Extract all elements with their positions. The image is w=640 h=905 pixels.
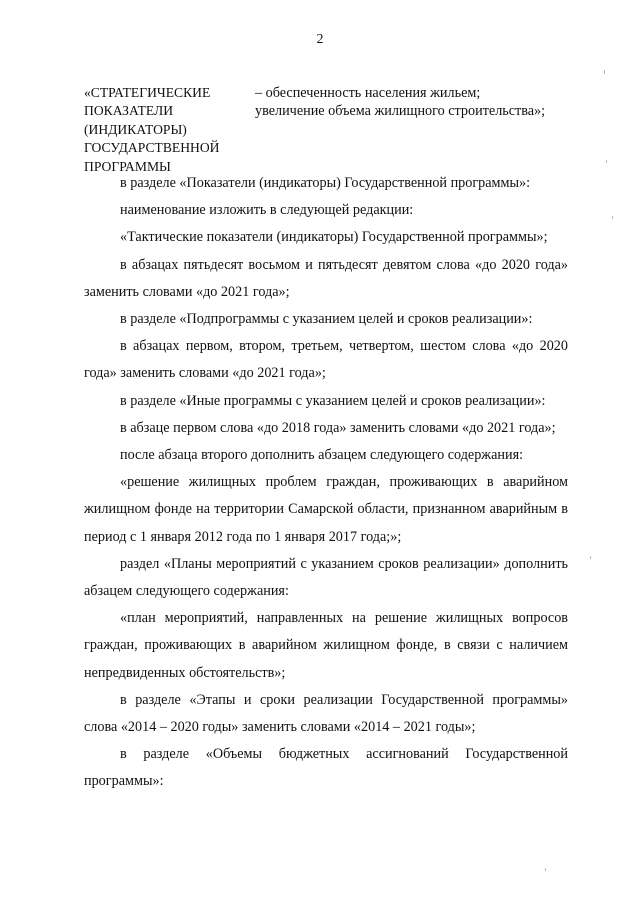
paragraph: в разделе «Этапы и сроки реализации Государственной программы» слова «2014 – 2020 годы» заменить словами «2014 – 2021 годы»; [84, 691, 568, 736]
paragraph: в абзаце первом слова «до 2018 года» заменить словами «до 2021 года»; [120, 419, 556, 436]
paragraph: раздел «Планы мероприятий с указанием сроков реализации» дополнить абзацем следующего содержания: [84, 555, 568, 600]
scan-speck [604, 70, 605, 74]
amendments-text [84, 170, 568, 796]
paragraph: в разделе «Показатели (индикаторы) Государственной программы»: [120, 175, 531, 191]
definition-value: – обеспеченность населения жильем; увеличение объема жилищного строительства»; [255, 85, 546, 119]
scan-speck [606, 160, 607, 163]
paragraph: наименование изложить в следующей редакции: [120, 202, 414, 219]
scan-speck [612, 216, 613, 219]
paragraph: в разделе «Иные программы с указанием целей и сроков реализации»: [120, 392, 546, 409]
scan-speck [590, 556, 591, 559]
paragraph: в абзацах пятьдесят восьмом и пятьдесят девятом слова «до 2020 года» заменить словами «до 2021 года»; [84, 256, 568, 300]
paragraph: после абзаца второго дополнить абзацем следующего содержания: [120, 447, 524, 464]
paragraph: «Тактические показатели (индикаторы) Государственной программы»; [120, 229, 548, 246]
paragraph: в разделе «Объемы бюджетных ассигнований Государственной программы»: [84, 746, 568, 790]
paragraph: в абзацах первом, втором, третьем, четвертом, шестом слова «до 2020 года» заменить словами «до 2021 года»; [84, 338, 568, 382]
paragraph: в разделе «Подпрограммы с указанием целей и сроков реализации»: [120, 311, 533, 328]
paragraph: «план мероприятий, направленных на решение жилищных вопросов граждан, проживающих в аварийном жилищном фонде, в связи с наличием непредвиденных обстоятельств»; [84, 610, 568, 681]
scan-speck [545, 868, 546, 871]
paragraph: «решение жилищных проблем граждан, проживающих в аварийном жилищном фонде на территории Самарской области, признанном аварийным в период с 1 января 2012 года по 1 января 2017 года;»; [84, 474, 568, 545]
definition-term: «СТРАТЕГИЧЕСКИЕ ПОКАЗАТЕЛИ (ИНДИКАТОРЫ) ГОСУДАРСТВЕННОЙ ПРОГРАММЫ [84, 85, 220, 174]
page-number: 2 [316, 32, 324, 47]
